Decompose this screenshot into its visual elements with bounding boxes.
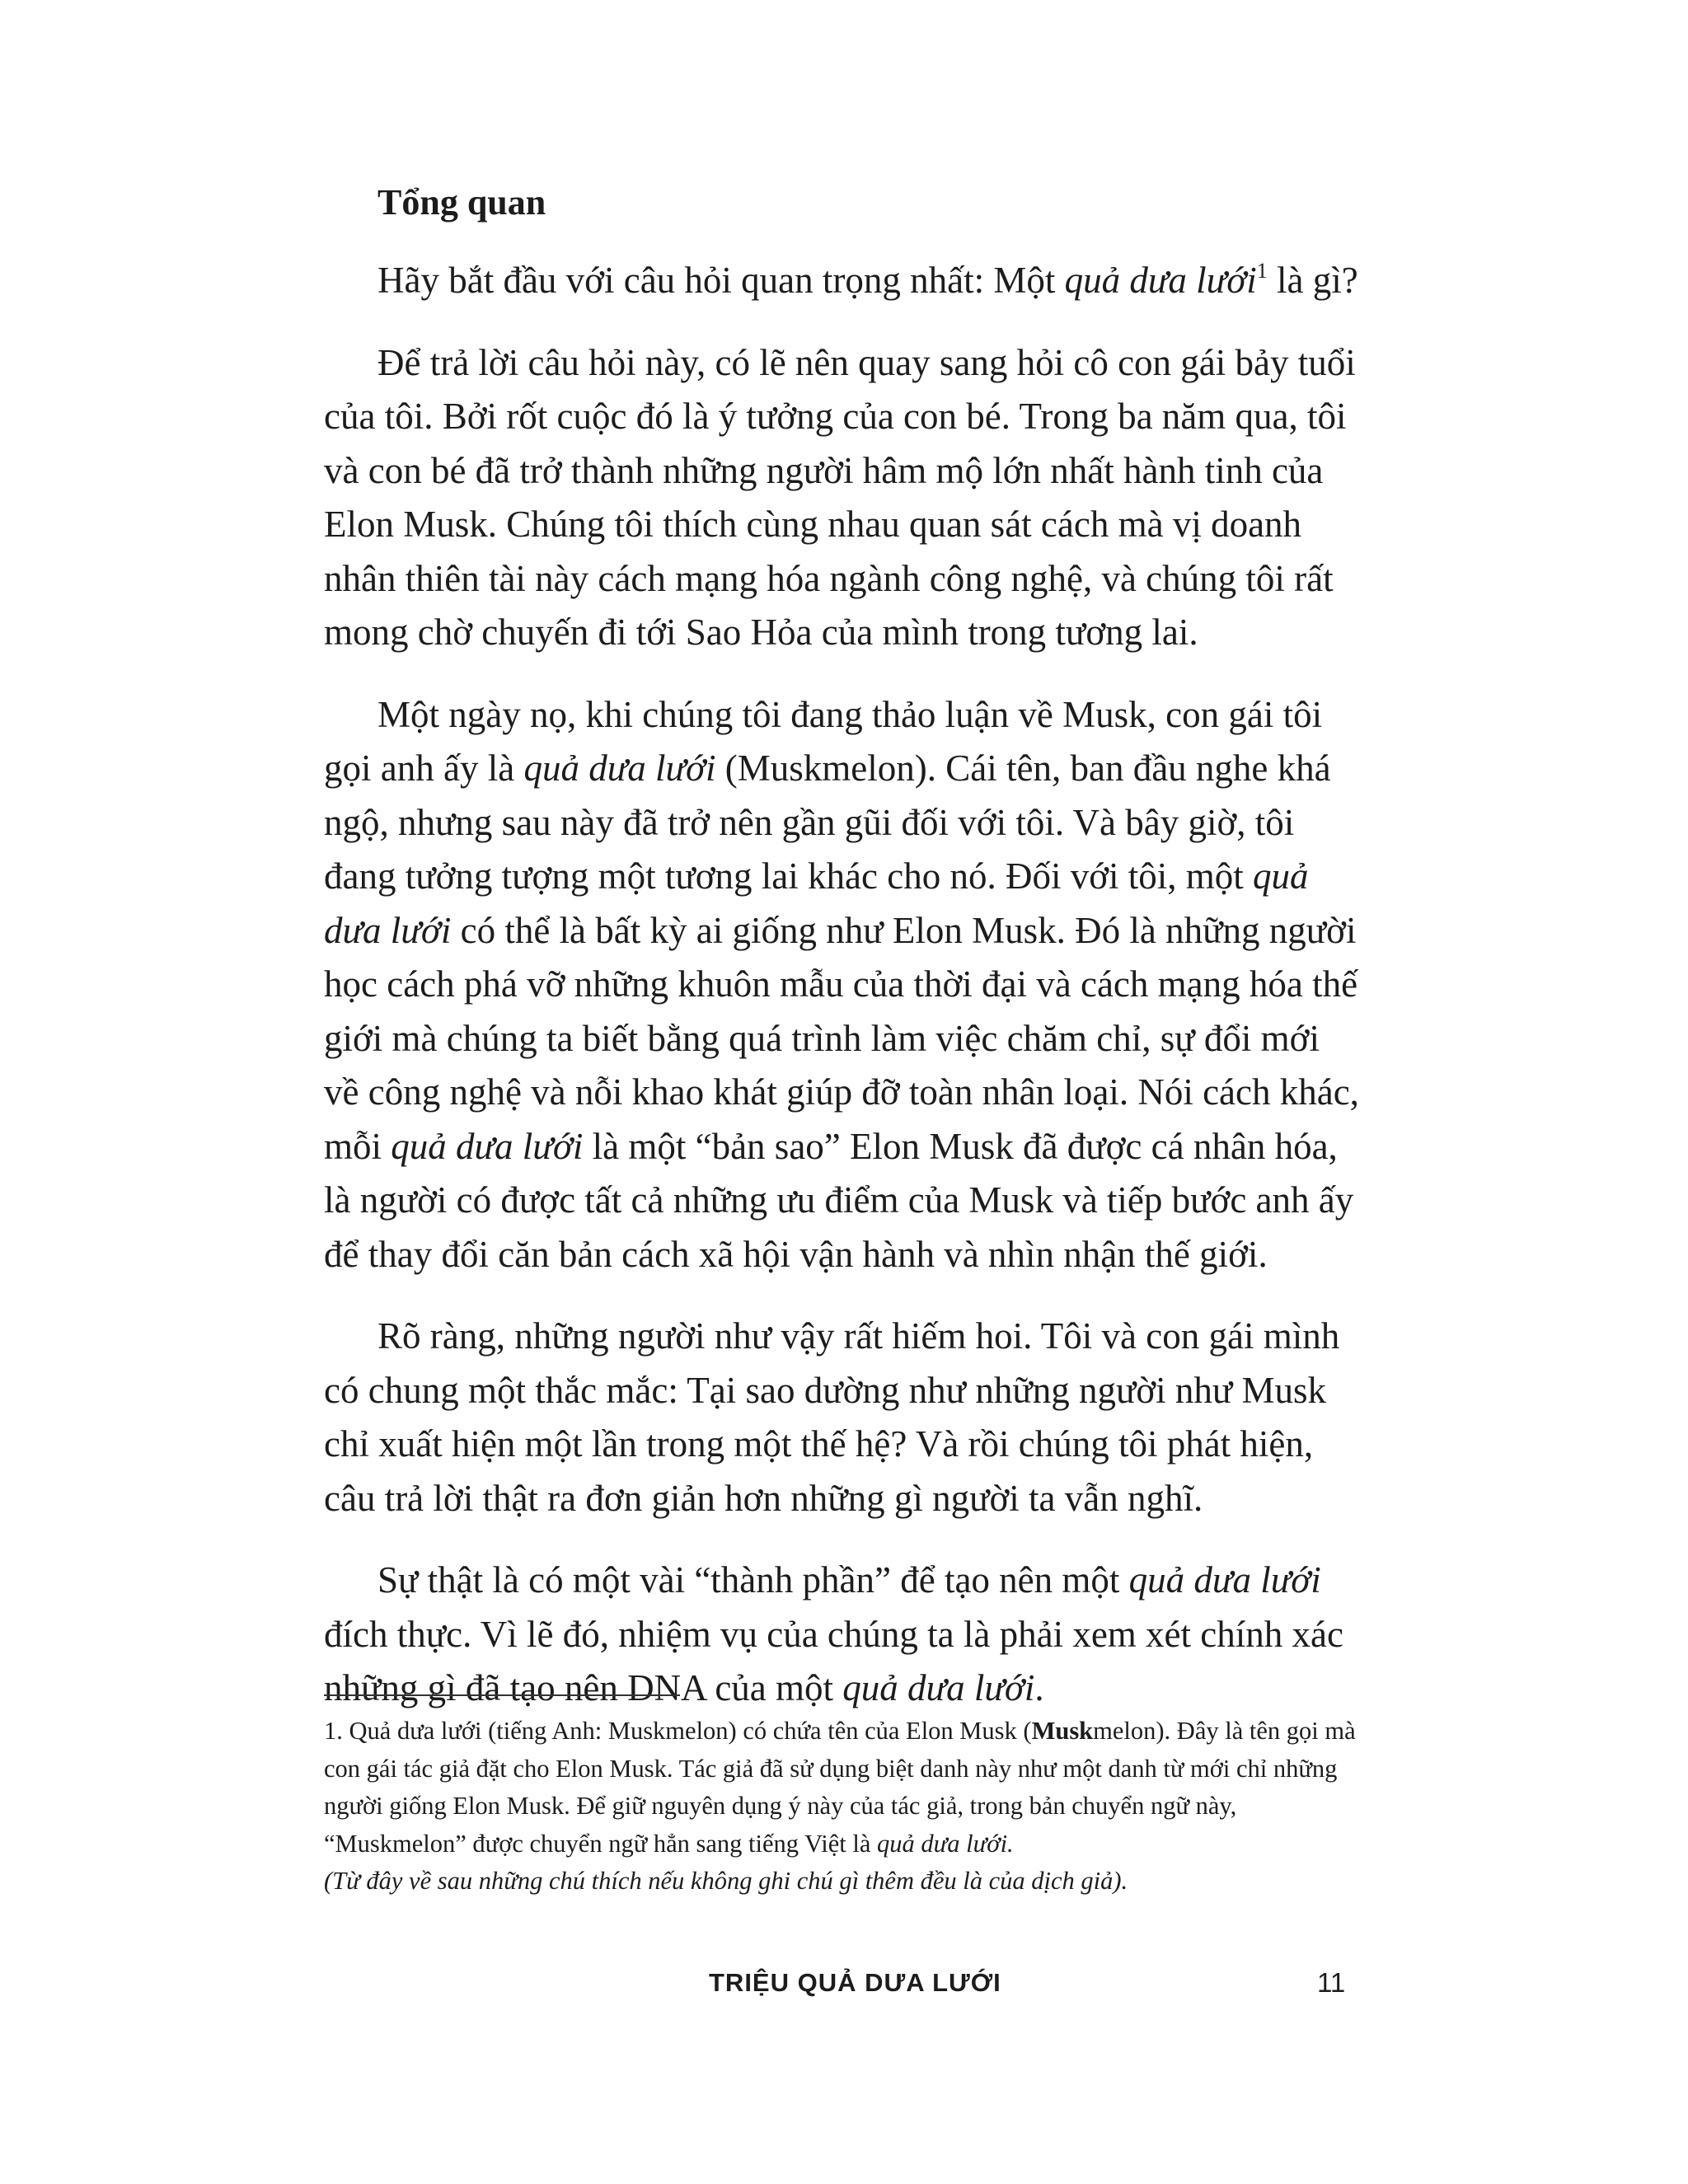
- p3-italic-term-2: quả dưa lưới: [324, 855, 1309, 951]
- p3-text-a: Một ngày nọ, khi chúng tôi đang thảo luận về Musk, con gái tôi gọi anh ấy là: [324, 693, 1323, 789]
- footnote-divider: [324, 1694, 680, 1696]
- footnote-italic-term: quả dưa lưới.: [877, 1829, 1014, 1858]
- p1-text-a: Hãy bắt đầu với câu hỏi quan trọng nhất: Một: [377, 260, 1065, 301]
- p2-text: Để trả lời câu hỏi này, có lẽ nên quay sang hỏi cô con gái bảy tuổi của tôi. Bởi rốt cuộc đó là ý tưởng của con bé. Trong ba năm qua, tôi và con bé đã trở thành những người hâm mộ lớn nhất hành tinh của Elon Musk. Chúng tôi thích cùng nhau quan sát cách mà vị doanh nhân thiên tài này cách mạng hóa ngành công nghệ, và chúng tôi rất mong chờ chuyến đi tới Sao Hỏa của mình trong tương lai.: [324, 341, 1356, 653]
- p5-text-e: .: [1034, 1667, 1044, 1708]
- footnote: [324, 1713, 1364, 1900]
- footnote-bold: Musk: [1031, 1717, 1094, 1745]
- paragraph-2: [324, 336, 1362, 660]
- footnote-italic-note: (Từ đây về sau những chú thích nếu không ghi chú gì thêm đều là của dịch giả).: [324, 1867, 1128, 1895]
- footnote-text-b: melon). Đây là tên gọi mà con gái tác giả đặt cho Elon Musk. Tác giả đã sử dụng biệt danh này như một danh từ mới chỉ những người giống Elon Musk. Để giữ nguyên dụng ý này của tác giả, trong bản chuyển ngữ này, “Muskmelon” được chuyển ngữ hẳn sang tiếng Việt là: [324, 1717, 1356, 1858]
- paragraph-5: [324, 1554, 1362, 1716]
- p3-text-e: có thể là bất kỳ ai giống như Elon Musk. Đó là những người học cách phá vỡ những khuôn mẫu của thời đại và cách mạng hóa thế giới mà chúng ta biết bằng quá trình làm việc chăm chỉ, sự đổi mới về công nghệ và nỗi khao khát giúp đỡ toàn nhân loại. Nói cách khác, mỗi: [324, 909, 1359, 1167]
- paragraph-1: [324, 254, 1362, 308]
- p1-text-c: là gì?: [1267, 260, 1358, 301]
- p5-text-c: đích thực. Vì lẽ đó, nhiệm vụ của chúng ta là phải xem xét chính xác những gì đã tạo nên DNA của một: [324, 1613, 1343, 1708]
- p5-text-a: Sự thật là có một vài “thành phần” để tạo nên một: [377, 1559, 1129, 1601]
- p3-text-g: là một “bản sao” Elon Musk đã được cá nhân hóa, là người có được tất cả những ưu điểm của Musk và tiếp bước anh ấy để thay đổi căn bản cách xã hội vận hành và nhìn nhận thế giới.: [324, 1125, 1354, 1275]
- page-number: 11: [1317, 1967, 1346, 1998]
- p5-italic-term-1: quả dưa lưới: [1128, 1559, 1321, 1601]
- footnote-text-a: 1. Quả dưa lưới (tiếng Anh: Muskmelon) có chứa tên của Elon Musk (: [324, 1717, 1032, 1745]
- p3-italic-term-3: quả dưa lưới: [391, 1125, 584, 1167]
- running-title: TRIỆU QUẢ DƯA LƯỚI: [709, 1968, 1001, 1997]
- p4-text: Rõ ràng, những người như vậy rất hiếm hoi. Tôi và con gái mình có chung một thắc mắc: Tại sao dường như những người như Musk chỉ xuất hiện một lần trong một thế hệ? Và rồi chúng tôi phát hiện, câu trả lời thật ra đơn giản hơn những gì người ta vẫn nghĩ.: [324, 1315, 1340, 1519]
- paragraph-3: [324, 688, 1362, 1282]
- body-text: [324, 254, 1362, 1744]
- section-heading: Tổng quan: [377, 182, 546, 223]
- footnote-ref: 1: [1256, 259, 1268, 283]
- p3-text-c: (Muskmelon). Cái tên, ban đầu nghe khá ngộ, nhưng sau này đã trở nên gần gũi đối với tôi. Và bây giờ, tôi đang tưởng tượng một tương lai khác cho nó. Đối với tôi, một: [324, 748, 1331, 897]
- paragraph-4: [324, 1310, 1362, 1526]
- p5-italic-term-2: quả dưa lưới: [842, 1667, 1035, 1708]
- p3-italic-term-1: quả dưa lưới: [523, 748, 716, 789]
- p1-italic-term: quả dưa lưới: [1064, 260, 1257, 301]
